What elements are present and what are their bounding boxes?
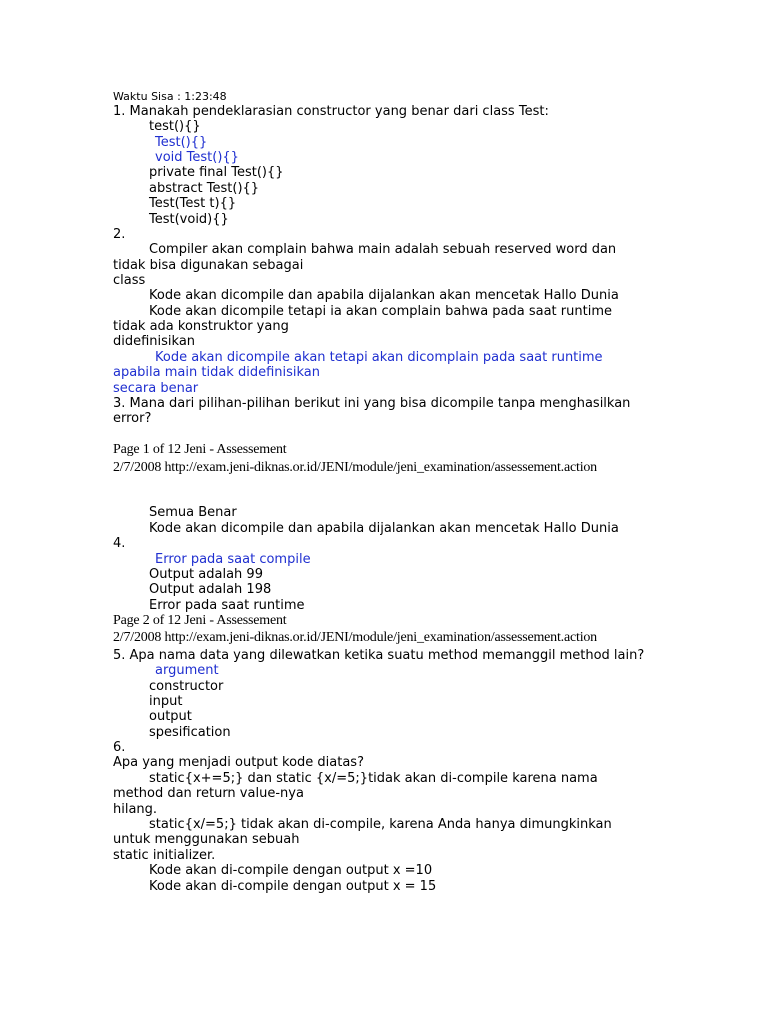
question-2-option-3: Kode akan dicompile tetapi ia akan complain bahwa pada saat runtime [149, 304, 612, 319]
question-2-number: 2. [113, 227, 126, 242]
question-1-option: private final Test(){} [149, 165, 284, 180]
question-4-option: Output adalah 198 [149, 582, 272, 597]
question-5-option: input [149, 694, 183, 709]
question-2-option-1-cont: tidak bisa digunakan sebagai [113, 258, 304, 273]
page-footer: Page 2 of 12 Jeni - Assessement [113, 613, 287, 628]
question-6-option-3: Kode akan di-compile dengan output x =10 [149, 863, 433, 878]
question-6-option-1: static{x+=5;} dan static {x/=5;}tidak akan di-compile karena nama [149, 771, 598, 786]
question-5-option-selected: argument [155, 663, 219, 678]
question-2-option-2: Kode akan dicompile dan apabila dijalankan akan mencetak Hallo Dunia [149, 288, 619, 303]
question-6-option-2-cont: untuk menggunakan sebuah [113, 832, 300, 847]
question-6-option-1-cont: hilang. [113, 802, 158, 817]
question-6-number: 6. [113, 740, 126, 755]
question-5-option: spesification [149, 725, 231, 740]
question-2-option-4-selected-cont: secara benar [113, 381, 199, 396]
question-3-text-cont: error? [113, 411, 152, 426]
question-1-option-selected: Test(){} [155, 135, 208, 150]
question-6-option-2-cont: static initializer. [113, 848, 216, 863]
question-1-option: test(){} [149, 119, 201, 134]
question-1-text: 1. Manakah pendeklarasian constructor yang benar dari class Test: [113, 104, 549, 119]
question-1-option: Test(Test t){} [149, 196, 237, 211]
page-footer-url: 2/7/2008 http://exam.jeni-diknas.or.id/JENI/module/jeni_examination/assessement.action [113, 460, 597, 475]
question-6-option-2: static{x/=5;} tidak akan di-compile, karena Anda hanya dimungkinkan [149, 817, 612, 832]
question-2-option-3-cont: tidak ada konstruktor yang [113, 319, 289, 334]
question-3-text: 3. Mana dari pilihan-pilihan berikut ini yang bisa dicompile tanpa menghasilkan [113, 396, 631, 411]
question-4-option-selected: Error pada saat compile [155, 552, 311, 567]
question-5-option: constructor [149, 679, 224, 694]
question-2-option-1: Compiler akan complain bahwa main adalah sebuah reserved word dan [149, 242, 617, 257]
remaining-time: Waktu Sisa : 1:23:48 [113, 90, 227, 103]
page-footer-url: 2/7/2008 http://exam.jeni-diknas.or.id/JENI/module/jeni_examination/assessement.action [113, 630, 597, 645]
question-6-text: Apa yang menjadi output kode diatas? [113, 755, 364, 770]
question-6-option-4: Kode akan di-compile dengan output x = 15 [149, 879, 437, 894]
question-2-option-1-cont: class [113, 273, 146, 288]
question-2-option-3-cont: didefinisikan [113, 334, 196, 349]
question-1-option-selected: void Test(){} [155, 150, 239, 165]
question-4-number: 4. [113, 536, 126, 551]
question-1-option: Test(void){} [149, 212, 229, 227]
question-2-option-4-selected-cont: apabila main tidak didefinisikan [113, 365, 321, 380]
page-footer: Page 1 of 12 Jeni - Assessement [113, 442, 287, 457]
question-5-text: 5. Apa nama data yang dilewatkan ketika suatu method memanggil method lain? [113, 648, 645, 663]
question-5-option: output [149, 709, 192, 724]
question-3-option: Kode akan dicompile dan apabila dijalankan akan mencetak Hallo Dunia [149, 521, 619, 536]
question-6-option-1-cont: method dan return value-nya [113, 786, 304, 801]
question-3-option: Semua Benar [149, 505, 237, 520]
question-4-option: Error pada saat runtime [149, 598, 305, 613]
question-4-option: Output adalah 99 [149, 567, 263, 582]
question-1-option: abstract Test(){} [149, 181, 260, 196]
question-2-option-4-selected: Kode akan dicompile akan tetapi akan dicomplain pada saat runtime [155, 350, 603, 365]
